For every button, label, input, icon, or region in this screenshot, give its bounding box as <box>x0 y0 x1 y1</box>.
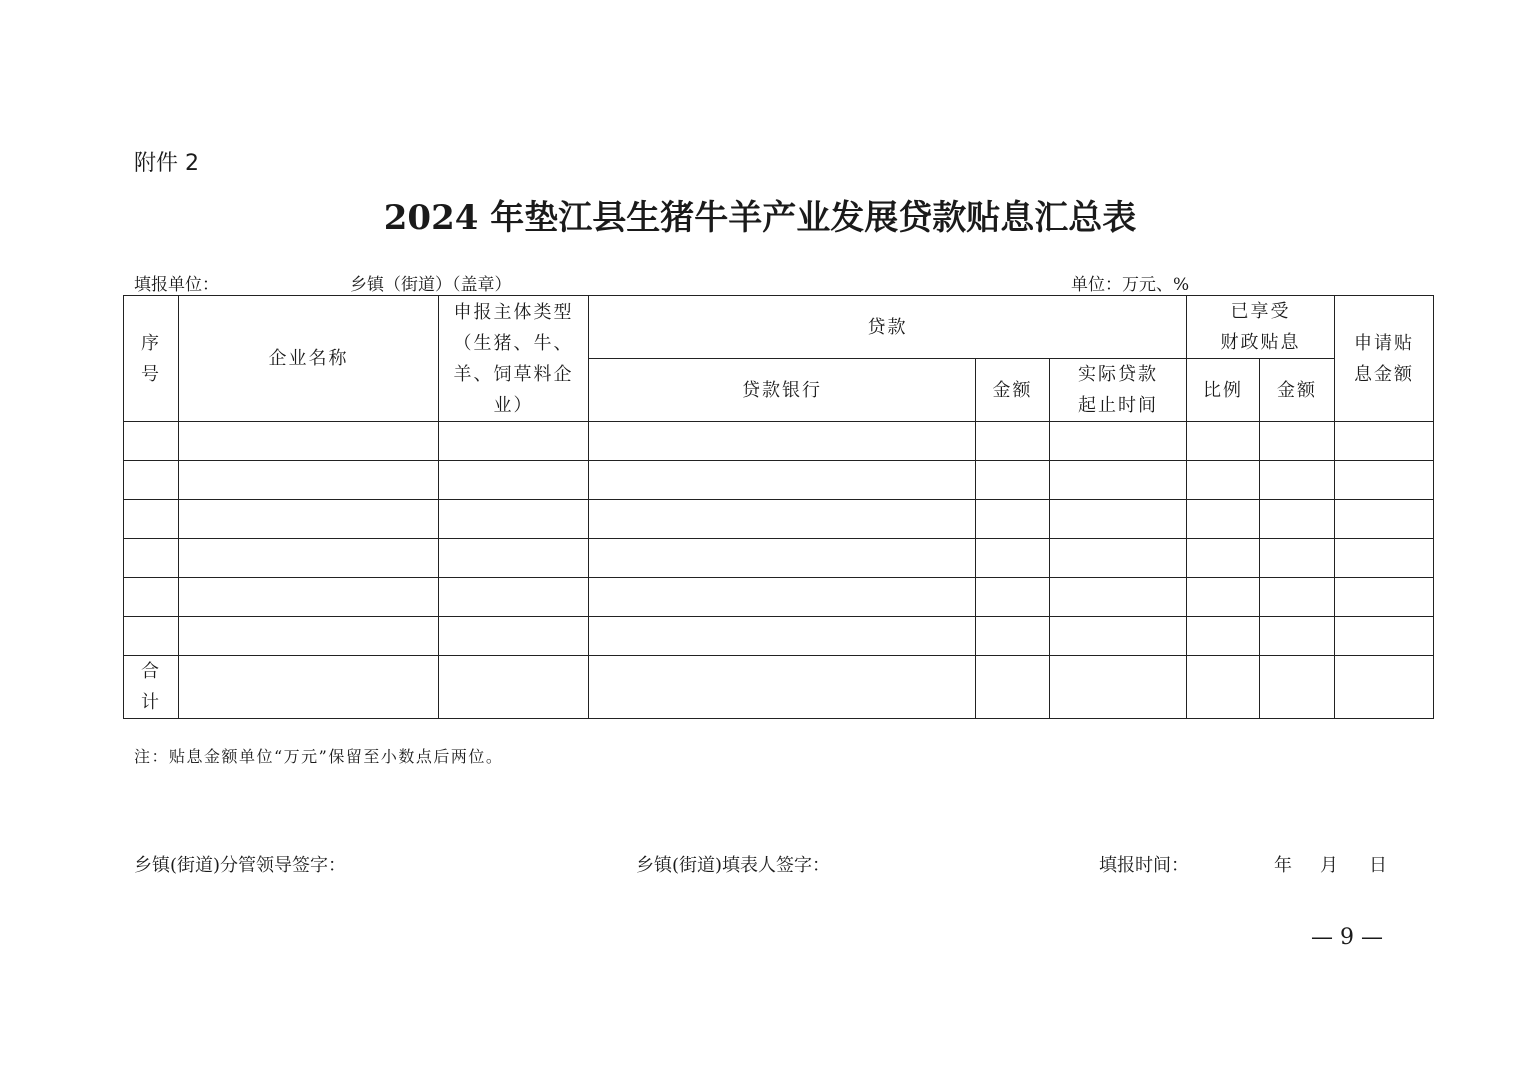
table-cell[interactable] <box>1187 500 1260 539</box>
table-cell[interactable] <box>179 539 439 578</box>
filler-unit-label: 填报单位： <box>134 275 219 295</box>
table-cell[interactable] <box>124 578 179 617</box>
table-row <box>124 617 1434 656</box>
total-label: 合 计 <box>124 656 179 719</box>
table-cell[interactable] <box>439 617 589 656</box>
table-cell[interactable] <box>1187 422 1260 461</box>
table-cell[interactable] <box>439 422 589 461</box>
footnote: 注：贴息金额单位“万元”保留至小数点后两位。 <box>134 747 504 766</box>
month-label: 月 <box>1320 855 1338 876</box>
table-cell[interactable] <box>1187 578 1260 617</box>
total-row <box>124 656 1434 719</box>
table-cell[interactable] <box>589 578 976 617</box>
table-row <box>124 500 1434 539</box>
table-cell[interactable] <box>1260 539 1335 578</box>
table-cell[interactable] <box>1335 617 1434 656</box>
table-cell[interactable] <box>179 500 439 539</box>
table-cell[interactable] <box>976 617 1050 656</box>
summary-table <box>123 295 1434 719</box>
page-title: 2024 年垫江县生猪牛羊产业发展贷款贴息汇总表 <box>383 198 1137 238</box>
header-type: 申报主体类型 （生猪、牛、 羊、饲草料企 业） <box>439 296 589 422</box>
table-cell[interactable] <box>1050 539 1187 578</box>
table-row <box>124 422 1434 461</box>
table-cell[interactable] <box>179 578 439 617</box>
header-subsidy: 已享受 财政贴息 <box>1187 296 1335 359</box>
page-number: — 9 — <box>1311 925 1383 950</box>
table-cell[interactable] <box>1050 422 1187 461</box>
year-label: 年 <box>1274 855 1292 876</box>
table-cell[interactable] <box>1187 461 1260 500</box>
table-cell[interactable] <box>124 617 179 656</box>
table-cell[interactable] <box>1050 461 1187 500</box>
table-cell[interactable] <box>124 500 179 539</box>
table-row <box>124 578 1434 617</box>
table-cell[interactable] <box>179 656 439 719</box>
table-cell[interactable] <box>179 422 439 461</box>
table-cell[interactable] <box>976 539 1050 578</box>
table-cell[interactable] <box>439 656 589 719</box>
table-row <box>124 461 1434 500</box>
table-cell[interactable] <box>589 617 976 656</box>
table-cell[interactable] <box>1260 578 1335 617</box>
table-cell[interactable] <box>124 422 179 461</box>
header-loan: 贷款 <box>589 296 1187 359</box>
table-cell[interactable] <box>1050 656 1187 719</box>
table-cell[interactable] <box>1050 617 1187 656</box>
table-cell[interactable] <box>976 461 1050 500</box>
header-company: 企业名称 <box>179 296 439 422</box>
table-cell[interactable] <box>1335 500 1434 539</box>
header-bank: 贷款银行 <box>589 359 976 422</box>
table-cell[interactable] <box>124 461 179 500</box>
unit-label: 单位：万元、% <box>1071 275 1190 295</box>
filler-signature-label: 乡镇(街道)填表人签字： <box>636 855 831 876</box>
table-cell[interactable] <box>1260 500 1335 539</box>
table-cell[interactable] <box>1260 461 1335 500</box>
town-label: 乡镇（街道）（盖章） <box>350 275 512 295</box>
table-cell[interactable] <box>439 461 589 500</box>
table-cell[interactable] <box>439 500 589 539</box>
leader-signature-label: 乡镇(街道)分管领导签字： <box>134 855 347 876</box>
table-cell[interactable] <box>1335 461 1434 500</box>
table-cell[interactable] <box>976 500 1050 539</box>
table-cell[interactable] <box>1050 578 1187 617</box>
table-cell[interactable] <box>589 461 976 500</box>
table-cell[interactable] <box>1260 617 1335 656</box>
table-cell[interactable] <box>1260 422 1335 461</box>
table-cell[interactable] <box>179 461 439 500</box>
table-cell[interactable] <box>1335 656 1434 719</box>
header-seq: 序 号 <box>124 296 179 422</box>
table-cell[interactable] <box>1187 617 1260 656</box>
table-cell[interactable] <box>976 578 1050 617</box>
table-cell[interactable] <box>1335 422 1434 461</box>
day-label: 日 <box>1369 855 1387 876</box>
table-cell[interactable] <box>976 656 1050 719</box>
table-cell[interactable] <box>1335 578 1434 617</box>
table-cell[interactable] <box>179 617 439 656</box>
table-cell[interactable] <box>439 578 589 617</box>
attachment-label: 附件 2 <box>134 151 199 176</box>
table-cell[interactable] <box>589 539 976 578</box>
header-subsidy-amount: 金额 <box>1260 359 1335 422</box>
table-cell[interactable] <box>1187 656 1260 719</box>
header-loan-amount: 金额 <box>976 359 1050 422</box>
table-cell[interactable] <box>589 500 976 539</box>
fill-date-label: 填报时间： <box>1099 855 1189 876</box>
table-cell[interactable] <box>1335 539 1434 578</box>
table-cell[interactable] <box>589 656 976 719</box>
table-cell[interactable] <box>1187 539 1260 578</box>
header-apply-amount: 申请贴 息金额 <box>1335 296 1434 422</box>
table-cell[interactable] <box>589 422 976 461</box>
table-cell[interactable] <box>1050 500 1187 539</box>
header-ratio: 比例 <box>1187 359 1260 422</box>
table-row <box>124 539 1434 578</box>
table-cell[interactable] <box>439 539 589 578</box>
table-cell[interactable] <box>124 539 179 578</box>
table-cell[interactable] <box>1260 656 1335 719</box>
header-period: 实际贷款 起止时间 <box>1050 359 1187 422</box>
table-cell[interactable] <box>976 422 1050 461</box>
